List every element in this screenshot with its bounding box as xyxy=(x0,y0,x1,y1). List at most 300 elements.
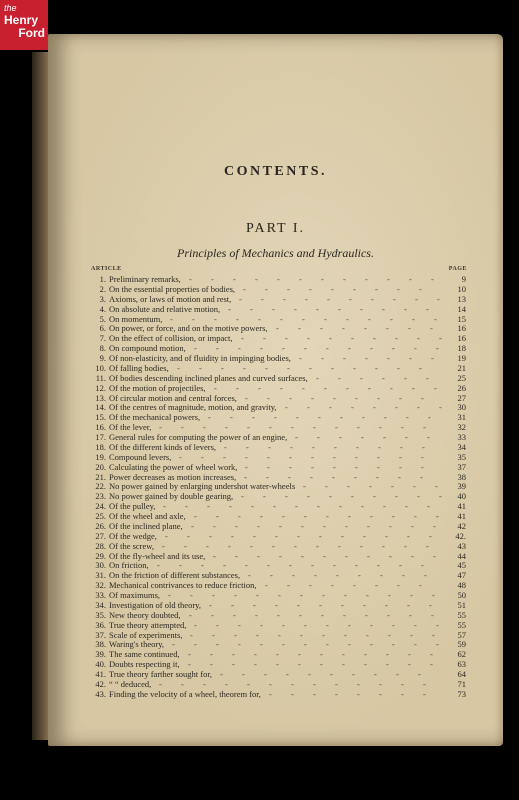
leader-dash: - xyxy=(272,540,275,551)
toc-entry-number: 15. xyxy=(95,412,106,423)
leader-dash: - xyxy=(188,659,191,670)
leader-dash: - xyxy=(245,392,248,403)
leader-dash: - xyxy=(309,283,312,294)
leader-dash: - xyxy=(439,491,442,502)
leader-dash: - xyxy=(432,590,435,600)
toc-entry-page: 48 xyxy=(457,580,466,591)
leader-dash: - xyxy=(370,619,373,630)
leader-dash: - xyxy=(260,639,263,650)
toc-entry-title: Power decreases as motion increases, xyxy=(109,471,237,482)
leader-dash: - xyxy=(331,362,334,373)
leader-dash: - xyxy=(233,609,236,620)
toc-entry-title: “ “ deduced, xyxy=(109,678,152,689)
toc-entry-number: 43. xyxy=(95,688,106,699)
leader-dash: - xyxy=(338,303,341,314)
leader-dash: - xyxy=(409,353,412,363)
leader-dash: - xyxy=(335,678,338,689)
leader-dash: - xyxy=(251,501,254,512)
leader-dash: - xyxy=(382,372,385,383)
leader-dash: - xyxy=(244,471,247,482)
toc-entry-page: 39 xyxy=(457,481,466,492)
leader-dash: - xyxy=(278,590,281,600)
leader-dash: - xyxy=(338,372,341,383)
leader-dash: - xyxy=(396,669,399,679)
leader-dash: - xyxy=(280,382,283,393)
leader-dash: - xyxy=(380,570,383,581)
leader-dash: - xyxy=(351,491,354,502)
leader-dash: - xyxy=(352,669,355,679)
leader-dash: - xyxy=(343,353,346,363)
leader-dash: - xyxy=(230,412,233,423)
leader-dash: - xyxy=(203,422,206,433)
leader-dash: - xyxy=(238,639,241,650)
toc-entry-title: Calculating the power of wheel work, xyxy=(109,461,238,472)
leader-dash: - xyxy=(346,313,349,324)
leader-dash: - xyxy=(360,540,363,551)
leader-dash: - xyxy=(366,590,369,600)
leader-dash: - xyxy=(170,313,173,324)
leader-dash: - xyxy=(387,353,390,363)
leader-dash: - xyxy=(317,432,320,442)
leader-dash: - xyxy=(287,362,290,373)
leader-dash: - xyxy=(364,323,367,334)
leader-dash: - xyxy=(411,520,414,531)
leader-dash: - xyxy=(333,392,336,403)
leader-dash: - xyxy=(264,669,267,679)
toc-entry-page: 64 xyxy=(457,669,466,679)
leader-dash: - xyxy=(267,461,270,472)
leader-dash: - xyxy=(384,412,387,423)
toc-entry-number: 16. xyxy=(95,422,106,433)
leader-dash: - xyxy=(268,441,271,452)
leader-dash: - xyxy=(216,511,219,521)
leader-dash: - xyxy=(393,293,396,304)
leader-dash: - xyxy=(329,333,332,344)
leader-dash: - xyxy=(181,678,184,689)
leader-dash: - xyxy=(357,422,360,433)
toc-entry-page: 55 xyxy=(457,619,466,630)
leader-dash: - xyxy=(225,422,228,433)
leader-dash: - xyxy=(159,422,162,433)
leader-dash: - xyxy=(299,609,302,620)
leader-dash: - xyxy=(295,501,298,512)
leader-dash: - xyxy=(400,441,403,452)
leader-dash: - xyxy=(322,629,325,640)
leader-dash: - xyxy=(436,343,439,354)
leader-dash: - xyxy=(431,609,434,620)
leader-dash: - xyxy=(373,491,376,502)
leader-dash: - xyxy=(399,392,402,403)
leader-dash: - xyxy=(253,530,256,541)
page-column-header: PAGE xyxy=(448,266,467,272)
toc-entry-number: 39. xyxy=(95,649,106,660)
leader-dash: - xyxy=(427,432,430,442)
leader-dash: - xyxy=(322,590,325,600)
toc-entry-number: 37. xyxy=(95,629,106,640)
leader-dash: - xyxy=(421,392,424,403)
toc-entry-page: 57 xyxy=(457,629,466,640)
leader-dash: - xyxy=(375,362,378,373)
leader-dash: - xyxy=(390,313,393,324)
leader-dash: - xyxy=(267,451,270,462)
leader-dash: - xyxy=(290,441,293,452)
leader-dash: - xyxy=(320,323,323,334)
leader-dash: - xyxy=(379,422,382,433)
leader-dash: - xyxy=(267,392,270,403)
leader-dash: - xyxy=(330,669,333,679)
leader-dash: - xyxy=(239,293,242,304)
leader-dash: - xyxy=(324,313,327,324)
toc-entry-title: Of the mechanical powers, xyxy=(109,412,201,423)
toc-entry-title: Finding the velocity of a wheel, theorem for, xyxy=(109,688,261,699)
leader-dash: - xyxy=(157,560,160,571)
leader-dash: - xyxy=(392,639,395,650)
leader-dash: - xyxy=(433,520,436,531)
leader-dash: - xyxy=(409,609,412,620)
leader-dash: - xyxy=(379,678,382,689)
leader-dash: - xyxy=(254,659,257,670)
leader-dash: - xyxy=(209,530,212,541)
leader-dash: - xyxy=(436,639,439,650)
leader-dash: - xyxy=(364,659,367,670)
leader-dash: - xyxy=(329,402,332,413)
toc-entry-number: 24. xyxy=(95,501,106,512)
leader-dash: - xyxy=(353,283,356,294)
leader-dash: - xyxy=(241,333,244,344)
leader-dash: - xyxy=(194,619,197,630)
toc-entry-title: True theory attempted, xyxy=(109,619,187,630)
toc-entry-number: 28. xyxy=(95,540,106,551)
leader-dash: - xyxy=(323,520,326,531)
leader-dash: - xyxy=(339,432,342,442)
leader-dash: - xyxy=(299,353,302,363)
leader-dash: - xyxy=(279,520,282,531)
toc-entry-page: 31 xyxy=(457,412,466,423)
leader-dash: - xyxy=(345,550,348,561)
leader-dash: - xyxy=(375,283,378,294)
leader-dash: - xyxy=(229,501,232,512)
leader-dash: - xyxy=(287,580,290,591)
leader-dash: - xyxy=(432,629,435,640)
leader-dash: - xyxy=(355,451,358,462)
leader-dash: - xyxy=(419,283,422,294)
toc-entry-title: Doubts respecting it, xyxy=(109,659,180,670)
leader-dash: - xyxy=(373,402,376,413)
toc-entry-page: 41 xyxy=(457,511,466,521)
leader-dash: - xyxy=(282,639,285,650)
leader-dash: - xyxy=(243,362,246,373)
leader-dash: - xyxy=(279,550,282,561)
leader-dash: - xyxy=(269,688,272,699)
leader-dash: - xyxy=(363,530,366,541)
toc-entry-page: 34 xyxy=(457,441,466,452)
leader-dash: - xyxy=(184,540,187,551)
leader-dash: - xyxy=(189,609,192,620)
leader-dash: - xyxy=(234,629,237,640)
leader-dash: - xyxy=(248,570,251,581)
toc-entry-number: 33. xyxy=(95,590,106,600)
leader-dash: - xyxy=(256,629,259,640)
leader-dash: - xyxy=(344,629,347,640)
leader-dash: - xyxy=(194,343,197,354)
leader-dash: - xyxy=(321,274,324,284)
leader-dash: - xyxy=(345,520,348,531)
leader-dash: - xyxy=(439,333,442,344)
leader-dash: - xyxy=(254,649,257,660)
leader-dash: - xyxy=(377,392,380,403)
toc-entry-page: 25 xyxy=(457,372,466,383)
toc-entry-title: Of the wedge, xyxy=(109,530,157,541)
leader-dash: - xyxy=(185,501,188,512)
leader-dash: - xyxy=(233,274,236,284)
leader-dash: - xyxy=(408,659,411,670)
leader-dash: - xyxy=(266,471,269,482)
leader-dash: - xyxy=(243,283,246,294)
leader-dash: - xyxy=(370,343,373,354)
toc-entry-page: 40 xyxy=(457,491,466,502)
leader-dash: - xyxy=(300,629,303,640)
leader-dash: - xyxy=(282,511,285,521)
article-column-header: ARTICLE xyxy=(91,266,122,272)
leader-dash: - xyxy=(189,274,192,284)
leader-dash: - xyxy=(269,422,272,433)
leader-dash: - xyxy=(323,550,326,561)
leader-dash: - xyxy=(389,520,392,531)
leader-dash: - xyxy=(371,293,374,304)
leader-dash: - xyxy=(307,491,310,502)
leader-dash: - xyxy=(421,461,424,472)
leader-dash: - xyxy=(212,629,215,640)
leader-dash: - xyxy=(225,678,228,689)
leader-dash: - xyxy=(162,540,165,551)
logo-line-1: the xyxy=(4,3,17,13)
toc-entry-number: 1. xyxy=(99,274,106,284)
toc-entry-title: On absolute and relative motion, xyxy=(109,303,221,314)
leader-dash: - xyxy=(209,599,212,610)
leader-dash: - xyxy=(386,659,389,670)
leader-dash: - xyxy=(335,422,338,433)
leader-dash: - xyxy=(216,343,219,354)
toc-entry-page: 59 xyxy=(457,639,466,650)
leader-dash: - xyxy=(426,372,429,383)
leader-dash: - xyxy=(377,461,380,472)
leader-dash: - xyxy=(374,669,377,679)
leader-dash: - xyxy=(190,590,193,600)
leader-dash: - xyxy=(401,678,404,689)
leader-dash: - xyxy=(275,599,278,610)
leader-dash: - xyxy=(410,590,413,600)
leader-dash: - xyxy=(289,392,292,403)
leader-dash: - xyxy=(344,590,347,600)
leader-dash: - xyxy=(342,659,345,670)
toc-entry-page: 18 xyxy=(457,343,466,354)
toc-entry-page: 16 xyxy=(457,323,466,334)
leader-dash: - xyxy=(412,313,415,324)
leader-dash: - xyxy=(165,530,168,541)
leader-dash: - xyxy=(291,688,294,699)
leader-dash: - xyxy=(298,323,301,334)
leader-dash: - xyxy=(311,392,314,403)
leader-dash: - xyxy=(260,619,263,630)
leader-dash: - xyxy=(181,422,184,433)
leader-dash: - xyxy=(333,451,336,462)
leader-dash: - xyxy=(258,382,261,393)
leader-dash: - xyxy=(386,323,389,334)
toc-entry-page: 45 xyxy=(457,560,466,571)
leader-dash: - xyxy=(367,520,370,531)
toc-entry-page: 37 xyxy=(457,461,466,472)
leader-dash: - xyxy=(223,560,226,571)
toc-entry-page: 51 xyxy=(457,599,466,610)
toc-entry-number: 18. xyxy=(95,441,106,452)
leader-dash: - xyxy=(298,649,301,660)
leader-dash: - xyxy=(307,402,310,413)
toc-entry-number: 9. xyxy=(99,353,106,363)
leader-dash: - xyxy=(431,274,434,284)
leader-dash: - xyxy=(414,639,417,650)
toc-entry-title: Investigation of old theory, xyxy=(109,599,201,610)
leader-dash: - xyxy=(348,511,351,521)
leader-dash: - xyxy=(216,619,219,630)
leader-dash: - xyxy=(285,491,288,502)
leader-dash: - xyxy=(213,520,216,531)
leader-dash: - xyxy=(377,451,380,462)
toc-entry-number: 14. xyxy=(95,402,106,413)
toc-entry-number: 34. xyxy=(95,599,106,610)
leader-dash: - xyxy=(355,461,358,472)
leader-dash: - xyxy=(430,659,433,670)
leader-dash: - xyxy=(297,530,300,541)
leader-dash: - xyxy=(223,451,226,462)
part-heading: PART I. xyxy=(245,221,306,236)
toc-entry-title: Scale of experiments, xyxy=(109,629,183,640)
toc-entry-page: 71 xyxy=(457,678,466,689)
leader-dash: - xyxy=(375,580,378,591)
leader-dash: - xyxy=(405,501,408,512)
leader-dash: - xyxy=(291,422,294,433)
book-page xyxy=(48,34,503,746)
toc-entry-title: Mechanical contrivances to reduce friction, xyxy=(109,580,257,591)
toc-entry-page: 35 xyxy=(457,451,466,462)
leader-dash: - xyxy=(373,333,376,344)
leader-dash: - xyxy=(228,303,231,314)
toc-entry-title: No power gained by enlarging undershot water-wheels xyxy=(109,481,296,492)
leader-dash: - xyxy=(427,501,430,512)
toc-entry-page: 47 xyxy=(457,570,466,581)
leader-dash: - xyxy=(404,303,407,314)
leader-dash: - xyxy=(238,343,241,354)
leader-dash: - xyxy=(208,412,211,423)
leader-dash: - xyxy=(285,333,288,344)
toc-entry-number: 40. xyxy=(95,659,106,670)
leader-dash: - xyxy=(282,619,285,630)
leader-dash: - xyxy=(417,333,420,344)
leader-dash: - xyxy=(334,441,337,452)
leader-dash: - xyxy=(295,432,298,442)
leader-dash: - xyxy=(326,639,329,650)
toc-entry-title: Compound levers, xyxy=(109,451,172,462)
leader-dash: - xyxy=(409,274,412,284)
toc-entry-page: 26 xyxy=(457,382,466,393)
toc-entry-number: 21. xyxy=(95,471,106,482)
leader-dash: - xyxy=(246,441,249,452)
leader-dash: - xyxy=(430,649,433,660)
leader-dash: - xyxy=(355,392,358,403)
leader-dash: - xyxy=(399,461,402,472)
leader-dash: - xyxy=(418,669,421,679)
leader-dash: - xyxy=(347,481,350,492)
leader-dash: - xyxy=(172,639,175,650)
toc-entry-title: On the essential properties of bodies, xyxy=(109,283,236,294)
toc-entry-page: 13 xyxy=(457,293,466,304)
leader-dash: - xyxy=(423,678,426,689)
leader-dash: - xyxy=(401,688,404,699)
toc-entry-title: Of non-elasticity, and of fluidity in impinging bodies, xyxy=(109,353,291,363)
leader-dash: - xyxy=(364,649,367,660)
toc-entry-number: 38. xyxy=(95,639,106,650)
leader-dash: - xyxy=(421,560,424,571)
toc-entry-number: 22. xyxy=(95,481,106,492)
leader-dash: - xyxy=(386,649,389,660)
leader-dash: - xyxy=(326,511,329,521)
leader-dash: - xyxy=(419,580,422,591)
toc-entry-number: 10. xyxy=(95,362,106,373)
toc-entry-title: General rules for computing the power of an engine, xyxy=(109,432,288,442)
leader-dash: - xyxy=(428,412,431,423)
leader-dash: - xyxy=(304,619,307,630)
leader-dash: - xyxy=(214,313,217,324)
leader-dash: - xyxy=(335,688,338,699)
toc-entry-title: Of the screw, xyxy=(109,540,154,551)
leader-dash: - xyxy=(307,333,310,344)
leader-dash: - xyxy=(360,372,363,383)
toc-entry-number: 5. xyxy=(99,313,106,324)
leader-dash: - xyxy=(316,303,319,314)
toc-entry-page: 33 xyxy=(457,432,466,442)
toc-entry-number: 25. xyxy=(95,511,106,521)
leader-dash: - xyxy=(346,382,349,393)
toc-entry-number: 3. xyxy=(99,293,106,304)
leader-dash: - xyxy=(361,501,364,512)
leader-dash: - xyxy=(257,520,260,531)
leader-dash: - xyxy=(228,540,231,551)
toc-entry-page: 10 xyxy=(457,283,466,294)
toc-entry-number: 7. xyxy=(99,333,106,344)
leader-dash: - xyxy=(253,599,256,610)
leader-dash: - xyxy=(324,382,327,393)
toc-entry-page: 41 xyxy=(457,501,466,512)
leader-dash: - xyxy=(250,303,253,314)
leader-dash: - xyxy=(232,649,235,660)
toc-entry-title: Of the centres of magnitude, motion, and gravity, xyxy=(109,402,277,413)
leader-dash: - xyxy=(265,283,268,294)
toc-entry-title: Of falling bodies, xyxy=(109,362,169,373)
leader-dash: - xyxy=(292,570,295,581)
leader-dash: - xyxy=(433,550,436,561)
leader-dash: - xyxy=(336,570,339,581)
toc-entry-number: 11. xyxy=(95,372,106,383)
leader-dash: - xyxy=(272,303,275,314)
leader-dash: - xyxy=(301,520,304,531)
leader-dash: - xyxy=(287,283,290,294)
leader-dash: - xyxy=(401,422,404,433)
toc-entry-page: 9 xyxy=(461,274,466,284)
leader-dash: - xyxy=(343,609,346,620)
leader-dash: - xyxy=(379,688,382,699)
leader-dash: - xyxy=(311,560,314,571)
leader-dash: - xyxy=(420,471,423,482)
leader-dash: - xyxy=(436,511,439,521)
